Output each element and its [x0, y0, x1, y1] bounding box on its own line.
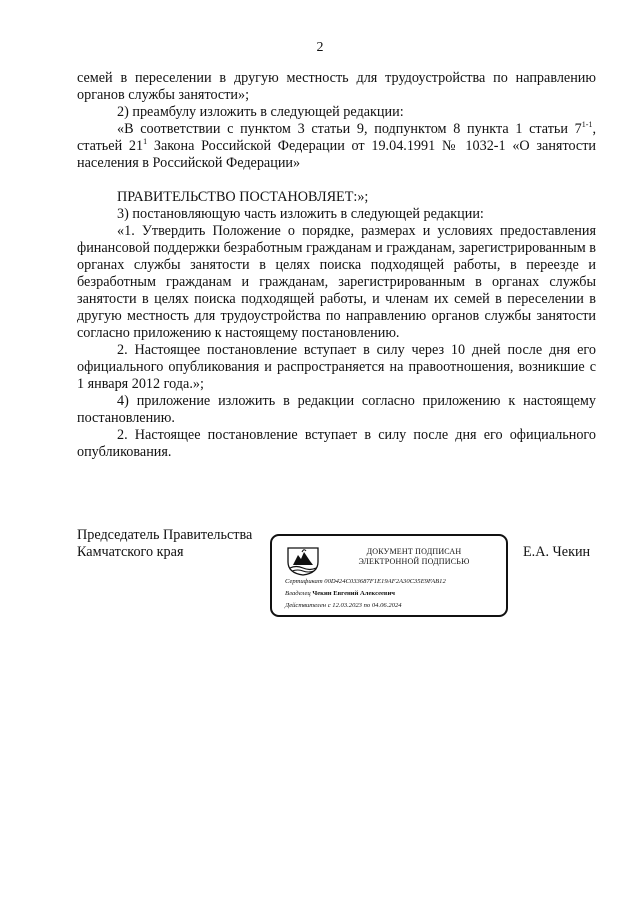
- stamp-header-line1: ДОКУМЕНТ ПОДПИСАН: [366, 547, 462, 556]
- electronic-signature-stamp: [270, 534, 508, 617]
- document-body: [77, 70, 596, 461]
- paragraph-item-3: 3) постановляющую часть изложить в следующей редакции:: [117, 206, 484, 222]
- stamp-owner-value: Чекин Евгений Алексеевич: [312, 590, 396, 597]
- preamble-text-start: «В соответствии с пунктом 3 статьи 9, подпунктом 8 пункта 1 статьи 7: [117, 121, 582, 137]
- paragraph-entry-into-force: 2. Настоящее постановление вступает в силу после дня его официального опубликования.: [77, 427, 596, 460]
- preamble-text-middle: , статьей 21: [77, 121, 596, 154]
- paragraph-entry-into-force-old: 2. Настоящее постановление вступает в силу через 10 дней после дня его официального опубликования и распространяется на правоотношения, возникшие с 1 января 2012 года.»;: [77, 342, 596, 392]
- stamp-validity-to-word: по: [363, 602, 371, 609]
- stamp-header: [330, 547, 498, 567]
- page-number: 2: [316, 40, 324, 55]
- paragraph-preamble: [77, 121, 596, 172]
- stamp-owner-label: Владелец: [285, 590, 311, 597]
- superscript-article: 1-1: [581, 120, 593, 129]
- stamp-owner: [285, 590, 395, 598]
- stamp-certificate-value: 00D424C033687F1E19AF2A30C35E9FAB12: [324, 578, 446, 585]
- paragraph-item-4: 4) приложение изложить в редакции согласно приложению к настоящему постановлению.: [77, 393, 596, 426]
- stamp-certificate: [285, 578, 446, 586]
- signer-position-line1: Председатель Правительства: [77, 527, 253, 543]
- stamp-validity-from: 12.03.2023: [332, 602, 362, 609]
- stamp-validity: [285, 602, 402, 610]
- stamp-certificate-label: Сертификат: [285, 578, 323, 585]
- signer-position-line2: Камчатского края: [77, 544, 184, 560]
- kamchatka-coat-of-arms-icon: [286, 546, 320, 576]
- paragraph-item-2: 2) преамбулу изложить в следующей редакции:: [117, 104, 404, 120]
- signer-name: Е.А. Чекин: [523, 544, 591, 560]
- stamp-validity-from-word: с: [327, 602, 331, 609]
- stamp-validity-to: 04.06.2024: [371, 602, 402, 609]
- paragraph-continuation: семей в переселении в другую местность для трудоустройства по направлению органов службы занятости»;: [77, 70, 596, 103]
- paragraph-approve-regulation: «1. Утвердить Положение о порядке, размерах и условиях предоставления финансовой поддержки безработным гражданам и гражданам, зарегистрированным в органах службы занятости в целях поиска подходящей работы, в переезде и безработным гражданам и гражданам, зарегистрированным в органах службы занятости в целях поиска подходящей работы, и членам их семей в переселении в другую местность для трудоустройства по направлению органов службы занятости согласно приложению к настоящему постановлению.: [77, 223, 596, 341]
- preamble-text-end: Закона Российской Федерации от 19.04.1991 № 1032-1 «О занятости населения в Российской Федерации»: [77, 138, 596, 171]
- paragraph-resolves: ПРАВИТЕЛЬСТВО ПОСТАНОВЛЯЕТ:»;: [117, 189, 369, 205]
- stamp-validity-label: Действителен: [285, 602, 327, 609]
- signer-position: [77, 527, 252, 561]
- superscript-article-21: 1: [143, 137, 148, 146]
- stamp-header-line2: ЭЛЕКТРОННОЙ ПОДПИСЬЮ: [358, 557, 470, 566]
